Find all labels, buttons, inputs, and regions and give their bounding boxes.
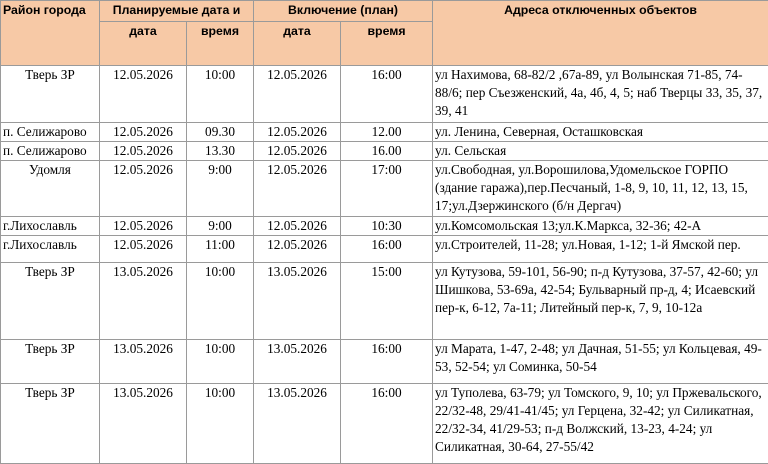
table-row	[1, 123, 768, 142]
district-cell: Тверь ЗР	[1, 66, 100, 123]
on-time-cell: 17:00	[341, 161, 433, 217]
off-date-cell: 12.05.2026	[100, 66, 187, 123]
off-time-cell: 09.30	[187, 123, 254, 142]
header-on-date: дата	[254, 22, 341, 66]
table-row	[1, 66, 768, 123]
off-time-cell: 10:00	[187, 384, 254, 464]
on-date-cell: 12.05.2026	[254, 161, 341, 217]
district-cell: п. Селижарово	[1, 123, 100, 142]
on-date-cell: 12.05.2026	[254, 142, 341, 161]
on-time-cell: 16:00	[341, 236, 433, 263]
on-date-cell: 13.05.2026	[254, 384, 341, 464]
off-date-cell: 12.05.2026	[100, 161, 187, 217]
on-time-cell: 16:00	[341, 66, 433, 123]
off-date-cell: 13.05.2026	[100, 340, 187, 384]
on-date-cell: 12.05.2026	[254, 66, 341, 123]
off-date-cell: 13.05.2026	[100, 384, 187, 464]
addresses-cell: ул Марата, 1-47, 2-48; ул Дачная, 51-55; ул Кольцевая, 49-53, 52-54; ул Соминка, 50-54	[433, 340, 768, 384]
off-date-cell: 12.05.2026	[100, 123, 187, 142]
on-time-cell: 16:00	[341, 340, 433, 384]
off-date-cell: 13.05.2026	[100, 263, 187, 340]
header-district: Район города	[1, 1, 100, 66]
addresses-cell: ул.Комсомольская 13;ул.К.Маркса, 32-36; 42-А	[433, 217, 768, 236]
district-cell: г.Лихославль	[1, 217, 100, 236]
on-time-cell: 15:00	[341, 263, 433, 340]
header-off-date: дата	[100, 22, 187, 66]
off-date-cell: 12.05.2026	[100, 236, 187, 263]
table-row	[1, 263, 768, 340]
on-date-cell: 12.05.2026	[254, 217, 341, 236]
header-off-time: время	[187, 22, 254, 66]
header-planned: Планируемые дата и	[100, 1, 254, 22]
addresses-cell: ул. Сельская	[433, 142, 768, 161]
on-time-cell: 16.00	[341, 142, 433, 161]
header-on-time: время	[341, 22, 433, 66]
off-time-cell: 13.30	[187, 142, 254, 161]
header-addresses: Адреса отключенных объектов	[433, 1, 768, 66]
table-row	[1, 217, 768, 236]
off-date-cell: 12.05.2026	[100, 142, 187, 161]
off-time-cell: 10:00	[187, 66, 254, 123]
off-time-cell: 10:00	[187, 340, 254, 384]
table-row	[1, 161, 768, 217]
header-switch-on: Включение (план)	[254, 1, 433, 22]
addresses-cell: ул Туполева, 63-79; ул Томского, 9, 10; ул Пржевальского, 22/32-48, 29/41-41/45; ул Герцена, 32-42; ул Силикатная, 22/32-34, 41/29-53; п-д Волжский, 13-23, 4-24; ул Силикатная, 30-64, 27-55/42	[433, 384, 768, 464]
table-row	[1, 236, 768, 263]
district-cell: Тверь ЗР	[1, 384, 100, 464]
table-row	[1, 340, 768, 384]
on-time-cell: 12.00	[341, 123, 433, 142]
district-cell: Тверь ЗР	[1, 340, 100, 384]
addresses-cell: ул. Ленина, Северная, Осташковская	[433, 123, 768, 142]
off-time-cell: 9:00	[187, 217, 254, 236]
off-date-cell: 12.05.2026	[100, 217, 187, 236]
table-row	[1, 384, 768, 464]
on-date-cell: 13.05.2026	[254, 263, 341, 340]
off-time-cell: 9:00	[187, 161, 254, 217]
table-row	[1, 142, 768, 161]
addresses-cell: ул.Свободная, ул.Ворошилова,Удомельское ГОРПО (здание гаража),пер.Песчаный, 1-8, 9, 10, 11, 12, 13, 15, 17;ул.Дзержинского (б/н Дергач)	[433, 161, 768, 217]
on-date-cell: 12.05.2026	[254, 123, 341, 142]
on-time-cell: 10:30	[341, 217, 433, 236]
on-time-cell: 16:00	[341, 384, 433, 464]
district-cell: г.Лихославль	[1, 236, 100, 263]
on-date-cell: 12.05.2026	[254, 236, 341, 263]
off-time-cell: 11:00	[187, 236, 254, 263]
table-header	[1, 1, 768, 66]
district-cell: п. Селижарово	[1, 142, 100, 161]
district-cell: Тверь ЗР	[1, 263, 100, 340]
addresses-cell: ул Нахимова, 68-82/2 ,67а-89, ул Волынская 71-85, 74-88/6; пер Съезженский, 4а, 4б, 4, 5; наб Тверцы 33, 35, 37, 39, 41	[433, 66, 768, 123]
on-date-cell: 13.05.2026	[254, 340, 341, 384]
off-time-cell: 10:00	[187, 263, 254, 340]
district-cell: Удомля	[1, 161, 100, 217]
addresses-cell: ул Кутузова, 59-101, 56-90; п-д Кутузова, 37-57, 42-60; ул Шишкова, 53-69а, 42-54; Бульварный пр-д, 4; Исаевский пер-к, 6-12, 7а-11; Литейный пер-к, 7, 9, 10-12а	[433, 263, 768, 340]
addresses-cell: ул.Строителей, 11-28; ул.Новая, 1-12; 1-й Ямской пер.	[433, 236, 768, 263]
